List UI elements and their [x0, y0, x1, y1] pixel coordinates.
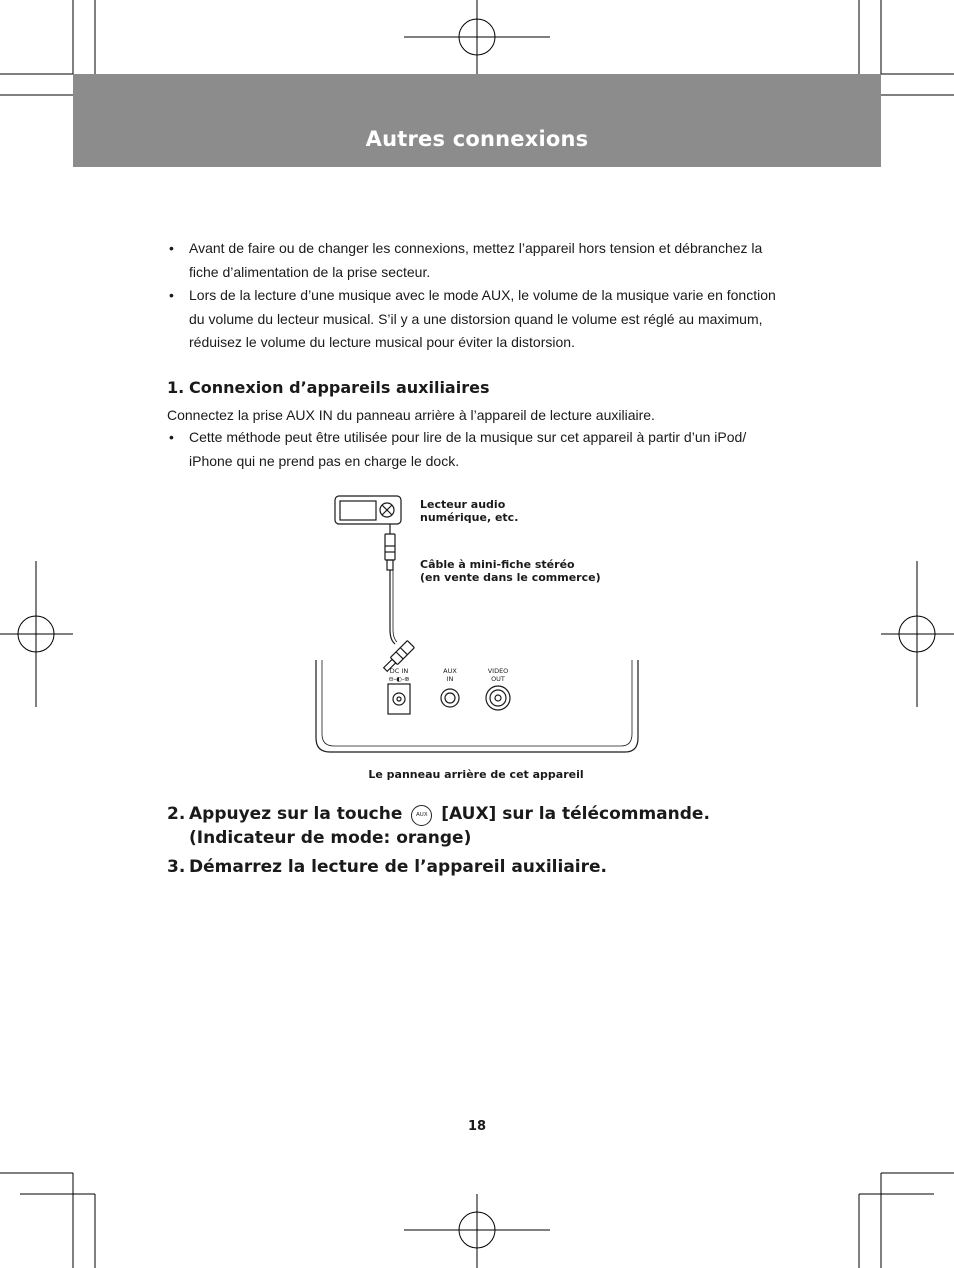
- diagram-drawing: [313, 490, 643, 786]
- bullet-text: Lors de la lecture d’une musique avec le mode AUX, le volume de la musique varie en fonction du volume du lecteur musical. S’il y a une distorsion quand le volume est réglé au maximum, réduisez le volume du lecture musical pour éviter la distorsion.: [189, 287, 776, 350]
- connection-diagram: [313, 490, 643, 786]
- page-title: Autres connexions: [365, 127, 589, 151]
- panel-caption: Le panneau arrière de cet appareil: [368, 768, 584, 781]
- dc-in-jack: [388, 684, 410, 714]
- port-label-line: VIDEO: [487, 667, 509, 675]
- cable-label-line: Câble à mini-fiche stéréo: [420, 558, 575, 571]
- aux-button-icon: AUX: [411, 805, 432, 826]
- rear-panel: [316, 660, 638, 752]
- section-aux-connection: [167, 378, 789, 473]
- steps-list: [167, 802, 789, 884]
- header-band: [73, 74, 881, 167]
- cable-label-line: (en vente dans le commerce): [420, 571, 601, 584]
- bullet-icon: •: [169, 240, 174, 256]
- bullet-text: Cette méthode peut être utilisée pour lire de la musique sur cet appareil à partir d’un iPod/ iPhone qui ne prend pas en charge le dock.: [189, 429, 747, 469]
- section-number: 1.: [167, 378, 185, 397]
- step-text-before: Appuyez sur la touche: [189, 804, 403, 824]
- step-item: [167, 855, 789, 879]
- precautions-list: [167, 237, 789, 355]
- bullet-text: Avant de faire ou de changer les connexions, mettez l’appareil hors tension et débranchez la fiche d’alimentation de la prise secteur.: [189, 240, 763, 280]
- list-item: [167, 284, 789, 355]
- port-label-line: IN: [446, 674, 454, 683]
- list-item: [167, 426, 789, 473]
- section-intro: Connectez la prise AUX IN du panneau arrière à l’appareil de lecture auxiliaire.: [167, 407, 655, 423]
- page-number: 18: [467, 1119, 487, 1134]
- bullet-icon: •: [169, 429, 174, 445]
- step-item: [167, 802, 789, 850]
- player-label: [420, 498, 518, 524]
- step-text: [189, 802, 789, 850]
- step-number: 3.: [167, 857, 186, 877]
- player-screen: [340, 501, 376, 520]
- list-item: [167, 237, 789, 284]
- port-label-line: AUX: [443, 667, 457, 675]
- upper-plug: [385, 534, 395, 560]
- bullet-icon: •: [169, 287, 174, 303]
- cable: [390, 570, 395, 644]
- step-number: 2.: [167, 804, 186, 824]
- section-heading: [167, 378, 789, 397]
- aux-in-label: [432, 668, 468, 683]
- player-label-line: numérique, etc.: [420, 511, 519, 524]
- step-text-after: [AUX] sur la télécommande. (Indicateur de mode: orange): [189, 804, 710, 848]
- port-label-line: OUT: [491, 674, 505, 683]
- cable-label: [420, 558, 601, 584]
- section-title: Connexion d’appareils auxiliaires: [189, 378, 490, 397]
- player-label-line: Lecteur audio: [420, 498, 506, 511]
- video-out-label: [480, 668, 516, 683]
- port-label-line: ⊖-◐-⊕: [388, 674, 410, 683]
- step-text: Démarrez la lecture de l’appareil auxiliaire.: [189, 857, 608, 877]
- port-label-line: DC IN: [389, 667, 409, 675]
- aux-in-jack: [441, 689, 459, 707]
- dc-in-label: [381, 668, 417, 683]
